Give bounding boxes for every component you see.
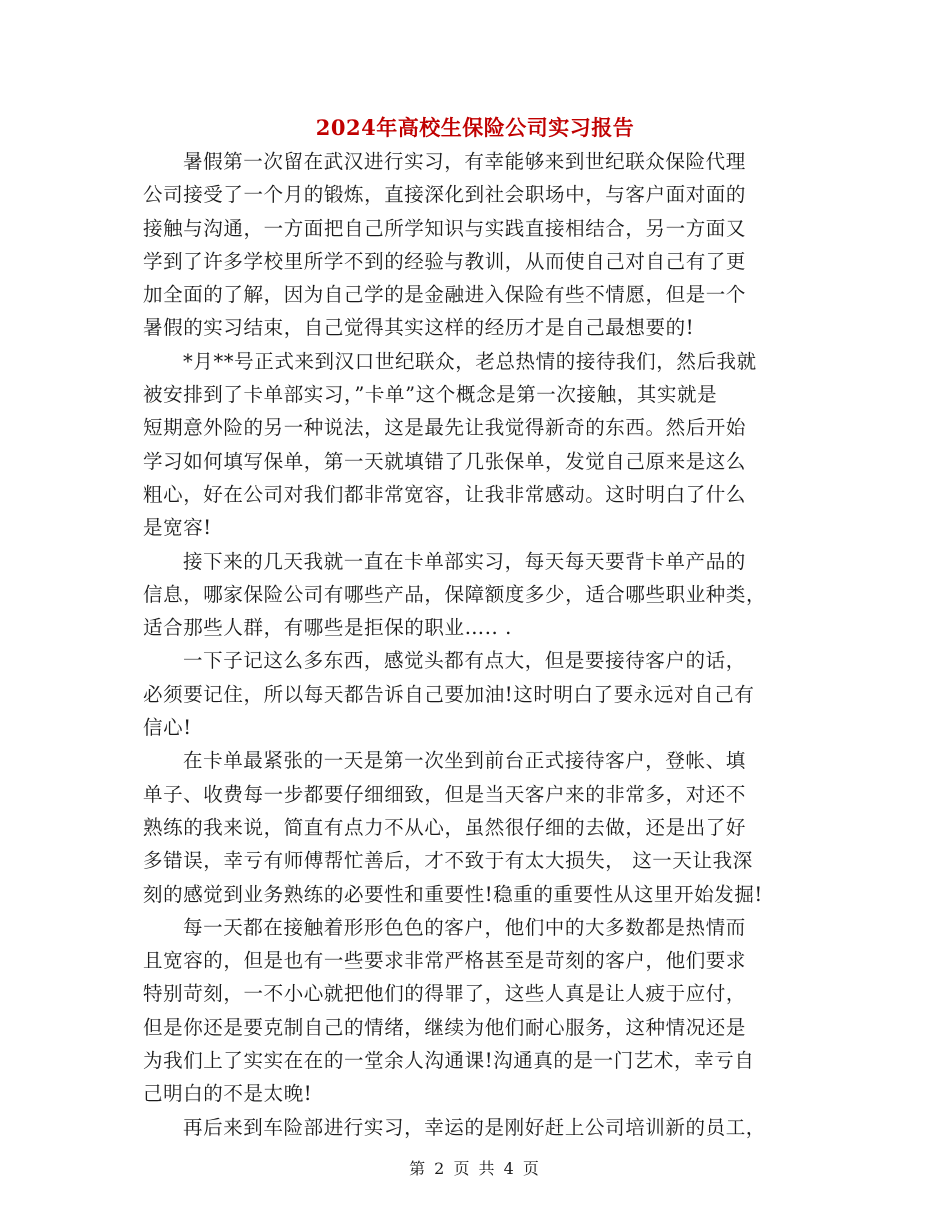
document-body bbox=[143, 145, 823, 1144]
text-line: 暑假第一次留在武汉进行实习，有幸能够来到世纪联众保险代理 bbox=[183, 150, 746, 173]
text-line: 短期意外险的另一种说法，这是最先让我觉得新奇的东西。然后开始 bbox=[143, 416, 747, 440]
text-line: 学习如何填写保单，第一天就填错了几张保单，发觉自己原来是这么 bbox=[143, 449, 747, 473]
text-line: 接下来的几天我就一直在卡单部实习，每天每天要背卡单产品的 bbox=[183, 549, 746, 573]
text-line: 刻的感觉到业务熟练的必要性和重要性!稳重的重要性从这里开始发掘! bbox=[143, 882, 763, 906]
text-line: 熟练的我来说，简直有点力不从心，虽然很仔细的去做，还是出了好 bbox=[143, 815, 747, 839]
text-line: 加全面的了解，因为自己学的是金融进入保险有些不情愿，但是一个 bbox=[143, 283, 747, 307]
text-line: 且宽容的，但是也有一些要求非常严格甚至是苛刻的客户，他们要求 bbox=[143, 949, 747, 973]
text-line: 信心! bbox=[143, 716, 192, 740]
text-line: 但是你还是要克制自己的情绪，继续为他们耐心服务，这种情况还是 bbox=[143, 1015, 747, 1039]
text-line: 单子、收费每一步都要仔细细致，但是当天客户来的非常多，对还不 bbox=[143, 782, 747, 806]
text-line: 公司接受了一个月的锻炼，直接深化到社会职场中，与客户面对面的 bbox=[143, 183, 747, 207]
text-line: 粗心，好在公司对我们都非常宽容，让我非常感动。这时明白了什么 bbox=[143, 482, 747, 506]
text-line: *月**号正式来到汉口世纪联众，老总热情的接待我们，然后我就 bbox=[183, 349, 757, 373]
text-line: 接触与沟通，一方面把自己所学知识与实践直接相结合，另一方面又 bbox=[143, 216, 747, 240]
text-line: 适合那些人群，有哪些是拒保的职业….. . bbox=[143, 616, 512, 640]
document-title: 2024年高校生保险公司实习报告 bbox=[315, 115, 635, 140]
text-line: 是宽容! bbox=[143, 516, 212, 540]
text-line: 特别苛刻，一不小心就把他们的得罪了，这些人真是让人疲于应付， bbox=[143, 982, 747, 1006]
text-line: 学到了许多学校里所学不到的经验与教训，从而使自己对自己有了更 bbox=[143, 249, 747, 273]
text-line: 必须要记住，所以每天都告诉自己要加油!这时明白了要永远对自己有 bbox=[143, 682, 755, 706]
text-line: 被安排到了卡单部实习，”卡单”这个概念是第一次接触，其实就是 bbox=[143, 383, 718, 407]
text-line: 在卡单最紧张的一天是第一次坐到前台正式接待客户，登帐、填 bbox=[183, 749, 746, 773]
text-line: 再后来到车险部进行实习，幸运的是刚好赶上公司培训新的员工， bbox=[183, 1115, 766, 1139]
page-footer: 第 2 页 共 4 页 bbox=[409, 1159, 541, 1178]
text-line: 一下子记这么多东西，感觉头都有点大，但是要接待客户的话， bbox=[183, 649, 746, 673]
text-line: 为我们上了实实在在的一堂余人沟通课!沟通真的是一门艺术，幸亏自 bbox=[143, 1049, 755, 1073]
text-line: 每一天都在接触着形形色色的客户，他们中的大多数都是热情而 bbox=[183, 915, 746, 939]
text-line: 暑假的实习结束，自己觉得其实这样的经历才是自己最想要的! bbox=[143, 316, 695, 340]
text-line: 己明白的不是太晚! bbox=[143, 1082, 313, 1106]
text-line: 信息，哪家保险公司有哪些产品，保障额度多少，适合哪些职业种类， bbox=[143, 582, 767, 606]
text-line: 多错误，幸亏有师傅帮忙善后，才不致于有太大损失， 这一天让我深 bbox=[143, 849, 753, 873]
